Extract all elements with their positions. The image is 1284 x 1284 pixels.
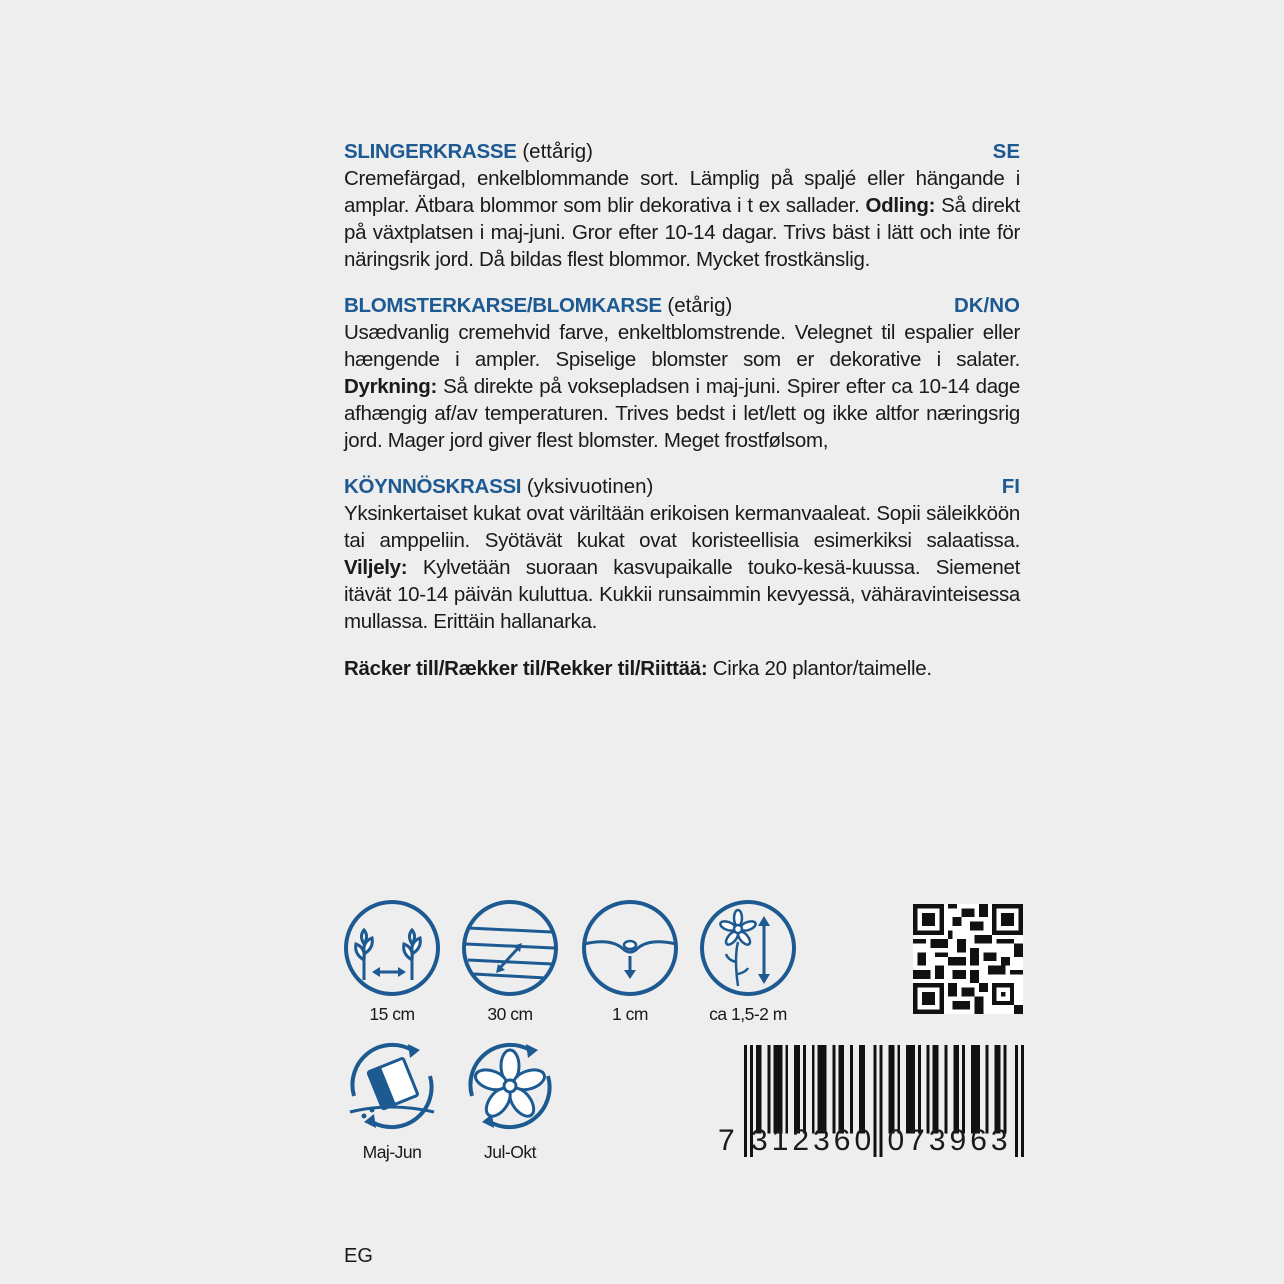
plant-name: BLOMSTERKARSE/BLOMKARSE	[344, 294, 662, 317]
footer-code: EG	[344, 1245, 373, 1267]
section-fi	[344, 473, 1020, 635]
height-label: ca 1,5-2 m	[709, 1004, 787, 1024]
sowing-depth-icon	[580, 898, 680, 998]
section-heading	[344, 138, 1020, 165]
plant-spacing-icon	[342, 898, 442, 998]
cultivation-label: Dyrkning:	[344, 375, 437, 398]
cultivation-text: Kylvetään suoraan kasvupaikalle touko-kesä-kuussa. Siemenet itävät 10-14 päivän kuluttua. Kukkii runsaimmin kevyessä, vähäravinteisessa mullassa. Erittäin hallanarka.	[344, 556, 1020, 633]
spacing-label: 15 cm	[369, 1004, 415, 1024]
row-spacing-icon	[460, 898, 560, 998]
bloom-time	[460, 1036, 560, 1163]
cultivation-label: Viljely:	[344, 556, 408, 579]
plant-type: (etårig)	[661, 294, 733, 317]
sowing-time	[342, 1036, 442, 1163]
text-content	[344, 138, 1020, 682]
qr-code	[913, 904, 1023, 1014]
plant-height	[698, 898, 798, 1025]
section-heading	[344, 292, 1020, 319]
plant-name: SLINGERKRASSE	[344, 140, 517, 163]
language-code: FI	[1001, 475, 1020, 498]
cultivation-text: Så direkt på växtplatsen i maj-juni. Gror efter 10-14 dagar. Trivs bäst i lätt och inte för näringsrik jord. Då bildas flest blommor. Mycket frostkänslig.	[344, 194, 1020, 271]
row-spacing	[460, 898, 560, 1025]
section-heading	[344, 473, 1020, 500]
language-code: DK/NO	[953, 294, 1020, 317]
bloom-time-label: Jul-Okt	[484, 1142, 536, 1162]
language-code: SE	[992, 140, 1020, 163]
yield-value: Cirka 20 plantor/taimelle.	[707, 657, 932, 680]
description: Yksinkertaiset kukat ovat väriltään erikoisen kermanvaaleat. Sopii säleikköön tai amppeliin. Syötävät kukat ovat koristeellisia esimerkiksi salaatissa.	[344, 502, 1020, 552]
row-spacing-label: 30 cm	[487, 1004, 533, 1024]
plant-name: KÖYNNÖSKRASSI	[344, 475, 522, 498]
description: Usædvanlig cremehvid farve, enkeltblomstrende. Velegnet til espalier eller hængende i ampler. Spiselige blomster som er dekorative i salater.	[344, 321, 1020, 371]
cultivation-label: Odling:	[865, 194, 936, 217]
cultivation-text: Så direkte på voksepladsen i maj-juni. Spirer efter ca 10-14 dage afhængig af/av temperaturen. Trives bedst i let/lett og ikke altfor næringsrig jord. Mager jord giver flest blomster. Meget frostfølsom,	[344, 375, 1020, 452]
plant-height-icon	[698, 898, 798, 998]
plant-type: (yksivuotinen)	[521, 475, 654, 498]
plant-spacing	[342, 898, 442, 1025]
yield-line	[344, 655, 1020, 682]
plant-type: (ettårig)	[516, 140, 593, 163]
section-se	[344, 138, 1020, 273]
section-body	[344, 165, 1020, 273]
barcode-number: 7 312360 073963	[718, 1124, 1012, 1157]
seed-packet-icon	[342, 1036, 442, 1136]
flower-icon	[460, 1036, 560, 1136]
sowing-time-label: Maj-Jun	[362, 1142, 422, 1162]
yield-label: Räcker till/Rækker til/Rekker til/Riittää:	[344, 657, 708, 680]
section-body	[344, 500, 1020, 635]
section-body	[344, 319, 1020, 454]
sowing-depth	[580, 898, 680, 1025]
depth-label: 1 cm	[612, 1004, 648, 1024]
description: Cremefärgad, enkelblommande sort. Lämplig på spaljé eller hängande i amplar. Ätbara blommor som blir dekorativa i t ex sallader.	[344, 167, 1020, 217]
section-dk-no	[344, 292, 1020, 454]
